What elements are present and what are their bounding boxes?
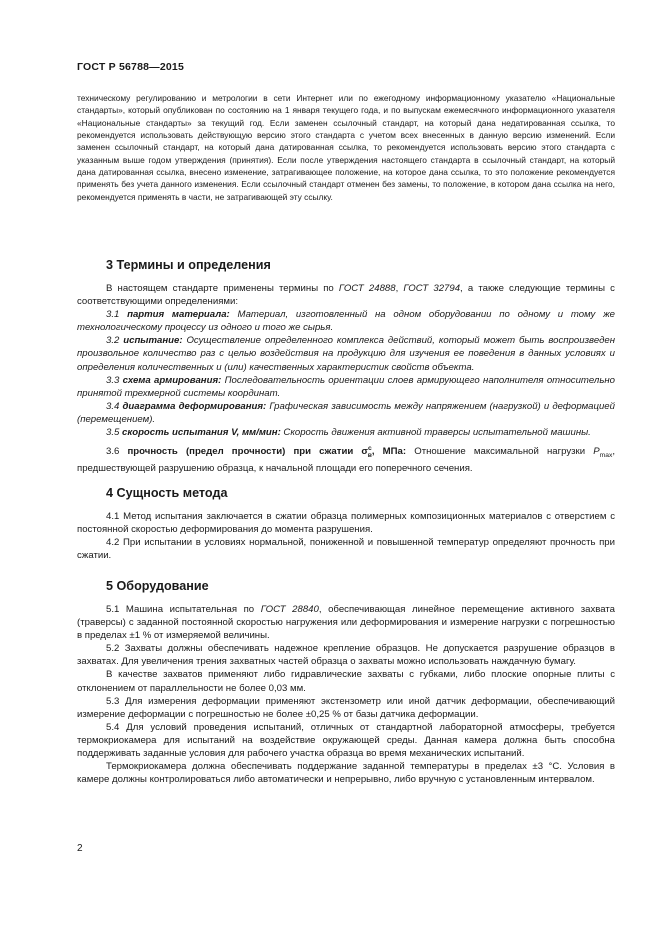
term-definition: Материал, изготовленный на одном оборудовании по одному и тому же технологическому процессу из одного и того же сырья. (77, 309, 616, 334)
page-number: 2 (77, 843, 83, 854)
paragraph: Термокриокамера должна обеспечивать поддержание заданной температуры в пределах ±3 °С. Условия в камере должны контролироваться либо автоматически и непрерывно, либо вручную с установленным интервалом. (77, 761, 615, 786)
section-3-lead: В настоящем стандарте применены термины по ГОСТ 24888, ГОСТ 32794, а также следующие термины с соответствующими определениями: (77, 283, 615, 308)
section-4-body (77, 510, 615, 562)
ref-gost-24888: ГОСТ 24888 (338, 283, 396, 294)
paragraph: 5.1 Машина испытательная по ГОСТ 28840, обеспечивающая линейное перемещение активного захвата (траверсы) с заданной постоянной скоростью нагружения или деформирования и измерение нагрузки с погрешностью в пределах ±1 % от измеряемой величины. (77, 604, 615, 642)
ref-gost-32794: ГОСТ 32794 (403, 283, 461, 294)
term-name: схема армирования: (122, 374, 222, 386)
term-item: 3.6 прочность (предел прочности) при сжатии $\sigma^с_в$, МПа: Отношение максимальной нагрузки $P_{max}$, предшествующей разрушению образца, к начальной площади его поперечного сечения. (77, 445, 616, 475)
paragraph: 4.1 Метод испытания заключается в сжатии образца полимерных композиционных материалов с отверстием с постоянной скоростью деформирования до момента разрушения. (77, 511, 615, 536)
intro-paragraph: техническому регулированию и метрологии в сети Интернет или по ежегодному информационному указателю «Национальные стандарты», который опубликован по состоянию на 1 января текущего года, и по выпускам ежемесячного информационного указателя «Национальные стандарты» за текущий год. Если заменен ссылочный стандарт, на который дана недатированная ссылка, то рекомендуется использовать действующую версию этого стандарта с учетом всех внесенных в данную версию изменений. Если заменен ссылочный стандарт, на который дана датированная ссылка, то рекомендуется использовать версию этого стандарта с указанным выше годом утверждения (принятия). Если после утверждения настоящего стандарта в ссылочный стандарт, на который дана датированная ссылка, внесено изменение, затрагивающее положение, на которое дана ссылка, то это положение рекомендуется применять без учета данного изменения. Если ссылочный стандарт отменен без замены, то положение, в котором дана ссылка на него, рекомендуется применять в части, не затрагивающей эту ссылку. (77, 93, 615, 202)
paragraph: 5.3 Для измерения деформации применяют экстензометр или иной датчик деформации, обеспечивающий измерение деформации с погрешностью не более ±0,25 % от базы датчика деформации. (77, 695, 615, 720)
document-header: ГОСТ Р 56788—2015 (77, 61, 185, 73)
section-3-title: 3 Термины и определения (106, 258, 271, 272)
term-name: прочность (предел прочности) при сжатии $\sigma^с_в$, МПа: (127, 445, 407, 460)
section-3-body (77, 282, 615, 475)
term-definition: Осуществление определенного комплекса действий, который может быть воспроизведен произвольное количество раз с целью воздействия на продукцию для изучения ее поведения в данных условиях и определения количественных и (или) качественных характеристик свойств объекта. (77, 335, 615, 373)
paragraph: 5.2 Захваты должны обеспечивать надежное крепление образцов. Не допускается разрушение образцов в захватах. Для увеличения трения захватных частей образца о захваты можно использовать наждачную бумагу. (77, 643, 615, 668)
section-5-body (77, 603, 615, 786)
section-5-title: 5 Оборудование (106, 579, 209, 593)
term-definition: Графическая зависимость между напряжением (нагрузкой) и деформацией (перемещением). (77, 400, 615, 425)
paragraph: В качестве захватов применяют либо гидравлические захваты с губками, либо плоские опорные плиты с отклонением от параллельности не более 0,03 мм. (77, 669, 615, 694)
term-item: 3.4 диаграмма деформирования: Графическая зависимость между напряжением (нагрузкой) и деформацией (перемещением). (77, 400, 615, 425)
term-name: испытание: (123, 335, 183, 347)
intro-block (77, 92, 615, 203)
paragraph: 5.4 Для условий проведения испытаний, отличных от стандартной лабораторной атмосферы, требуется термокриокамера для испытаний на воздействие окружающей среды. Данная камера должна быть способна поддерживать заданные условия для рабочего участка образца во время механических испытаний. (77, 721, 615, 760)
term-name: диаграмма деформирования: (122, 400, 267, 412)
term-name: скорость испытания V, мм/мин: (122, 427, 281, 439)
section-4-title: 4 Сущность метода (106, 486, 228, 500)
term-item: 3.5 скорость испытания V, мм/мин: Скорость движения активной траверсы испытательной машины. (106, 427, 591, 439)
term-item: 3.2 испытание: Осуществление определенного комплекса действий, который может быть воспроизведен произвольное количество раз с целью воздействия на продукцию для изучения ее поведения в данных условиях и определения количественных и (или) качественных характеристик свойств объекта. (77, 335, 615, 373)
term-item: 3.3 схема армирования: Последовательность ориентации слоев армирующего наполнителя относительно принятой трехмерной системы координат. (77, 374, 615, 399)
term-definition: Последовательность ориентации слоев армирующего наполнителя относительно принятой трехмерной системы координат. (77, 374, 615, 399)
term-item: 3.1 партия материала: Материал, изготовленный на одном оборудовании по одному и тому же технологическому процессу из одного и того же сырья. (77, 309, 616, 334)
ref-gost-28840: ГОСТ 28840 (260, 604, 319, 615)
term-name: партия материала: (127, 309, 230, 321)
paragraph: 4.2 При испытании в условиях нормальной, пониженной и повышенной температур определяют прочность при сжатии. (77, 537, 615, 562)
term-definition: Скорость движения активной траверсы испытательной машины. (280, 427, 591, 439)
